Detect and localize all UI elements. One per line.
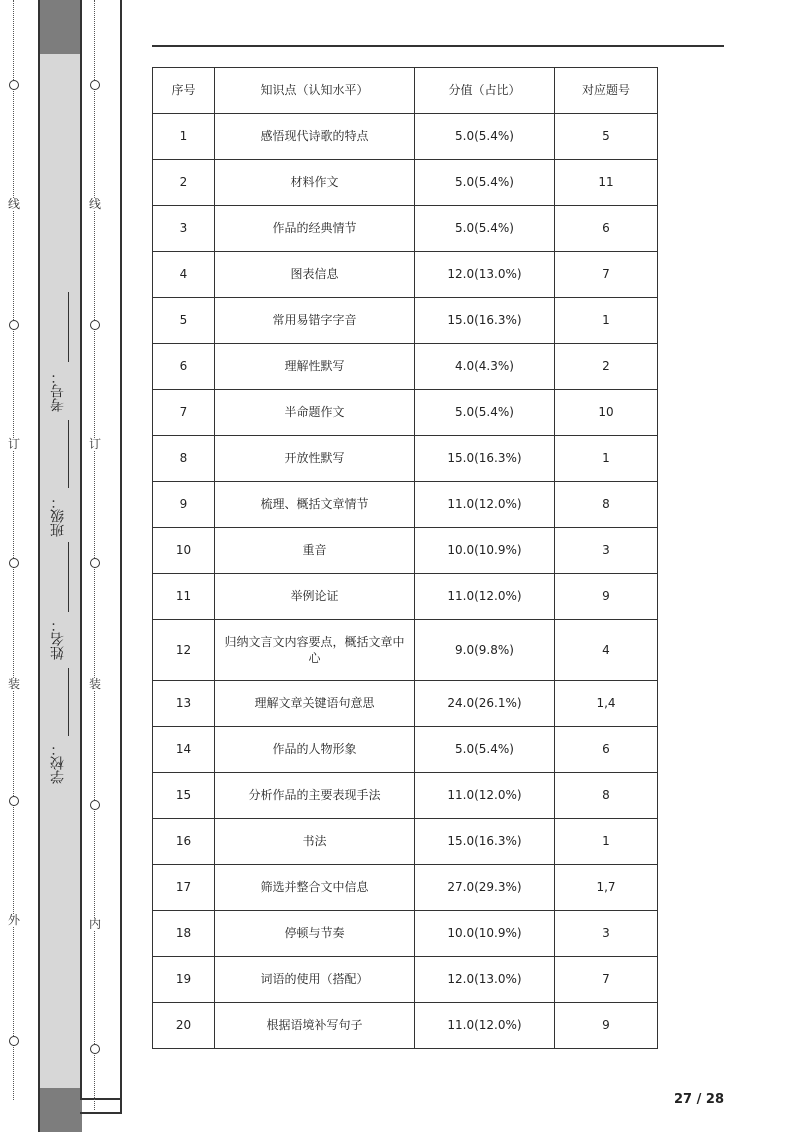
table-row <box>153 865 658 911</box>
class-label: 班级： <box>50 495 66 537</box>
table-row <box>153 773 658 819</box>
inner-dotted-line <box>94 0 95 1110</box>
binding-circle-icon <box>90 800 100 810</box>
cell-score: 9.0(9.8%) <box>415 620 555 681</box>
binding-circle-icon <box>9 558 19 568</box>
table-row <box>153 681 658 727</box>
cell-knowledge-point: 材料作文 <box>215 160 415 206</box>
cell-knowledge-point: 图表信息 <box>215 252 415 298</box>
cell-knowledge-point: 常用易错字字音 <box>215 298 415 344</box>
exam-number-blank[interactable] <box>68 292 69 362</box>
cell-question-no: 1 <box>555 819 658 865</box>
cell-score: 15.0(16.3%) <box>415 819 555 865</box>
cell-score: 11.0(12.0%) <box>415 1003 555 1049</box>
table-row <box>153 911 658 957</box>
cell-knowledge-point: 理解文章关键语句意思 <box>215 681 415 727</box>
inner-mark-line: 线 <box>88 197 101 211</box>
cell-score: 12.0(13.0%) <box>415 252 555 298</box>
cell-question-no: 7 <box>555 957 658 1003</box>
cell-knowledge-point: 停顿与节奏 <box>215 911 415 957</box>
table-row <box>153 206 658 252</box>
table-row <box>153 620 658 681</box>
page-number: 27 / 28 <box>674 1092 724 1107</box>
cell-index: 10 <box>153 528 215 574</box>
binding-circle-icon <box>90 320 100 330</box>
cell-score: 15.0(16.3%) <box>415 436 555 482</box>
cell-knowledge-point: 开放性默写 <box>215 436 415 482</box>
outer-mark-line: 线 <box>7 197 20 211</box>
cell-index: 16 <box>153 819 215 865</box>
cell-index: 1 <box>153 114 215 160</box>
outer-binding-column <box>6 0 22 1132</box>
cell-index: 3 <box>153 206 215 252</box>
binding-circle-icon <box>9 796 19 806</box>
cell-question-no: 8 <box>555 773 658 819</box>
cell-index: 18 <box>153 911 215 957</box>
cell-knowledge-point: 根据语境补写句子 <box>215 1003 415 1049</box>
cell-score: 11.0(12.0%) <box>415 482 555 528</box>
cell-index: 19 <box>153 957 215 1003</box>
inner-mark-order: 订 <box>88 437 101 451</box>
binding-circle-icon <box>9 80 19 90</box>
table-row <box>153 528 658 574</box>
cell-score: 4.0(4.3%) <box>415 344 555 390</box>
cell-score: 11.0(12.0%) <box>415 773 555 819</box>
student-info-fields <box>48 280 74 800</box>
outer-mark-outside: 外 <box>7 913 20 927</box>
cell-question-no: 2 <box>555 344 658 390</box>
cell-index: 6 <box>153 344 215 390</box>
cell-index: 9 <box>153 482 215 528</box>
cell-question-no: 5 <box>555 114 658 160</box>
binding-border-inner <box>120 0 122 1112</box>
school-blank[interactable] <box>68 668 69 736</box>
cell-index: 5 <box>153 298 215 344</box>
binding-circle-icon <box>90 1044 100 1054</box>
binding-circle-icon <box>9 320 19 330</box>
cell-knowledge-point: 词语的使用（搭配） <box>215 957 415 1003</box>
cell-question-no: 3 <box>555 528 658 574</box>
outer-mark-bind: 装 <box>7 677 20 691</box>
inner-binding-column <box>87 0 103 1132</box>
cell-score: 5.0(5.4%) <box>415 727 555 773</box>
cell-question-no: 7 <box>555 252 658 298</box>
cell-knowledge-point: 作品的经典情节 <box>215 206 415 252</box>
cell-question-no: 3 <box>555 911 658 957</box>
binding-circle-icon <box>90 558 100 568</box>
cell-index: 8 <box>153 436 215 482</box>
binding-circle-icon <box>90 80 100 90</box>
cell-knowledge-point: 书法 <box>215 819 415 865</box>
cell-score: 5.0(5.4%) <box>415 206 555 252</box>
cell-index: 12 <box>153 620 215 681</box>
table-row <box>153 160 658 206</box>
header-rule <box>152 45 724 47</box>
header-knowledge-point: 知识点（认知水平） <box>215 68 415 114</box>
class-blank[interactable] <box>68 420 69 488</box>
cell-question-no: 11 <box>555 160 658 206</box>
cell-question-no: 8 <box>555 482 658 528</box>
cell-score: 5.0(5.4%) <box>415 160 555 206</box>
cell-knowledge-point: 理解性默写 <box>215 344 415 390</box>
table-row <box>153 436 658 482</box>
table-row <box>153 574 658 620</box>
cell-question-no: 1 <box>555 298 658 344</box>
cell-index: 15 <box>153 773 215 819</box>
binding-border-right <box>80 0 82 1100</box>
binding-border-left <box>38 0 40 1132</box>
cell-knowledge-point: 梳理、概括文章情节 <box>215 482 415 528</box>
cell-index: 17 <box>153 865 215 911</box>
cell-question-no: 4 <box>555 620 658 681</box>
exam-number-label: 考号： <box>50 370 66 412</box>
name-label: 姓名： <box>50 618 66 660</box>
cell-score: 12.0(13.0%) <box>415 957 555 1003</box>
cell-score: 27.0(29.3%) <box>415 865 555 911</box>
cell-question-no: 1,7 <box>555 865 658 911</box>
knowledge-point-table <box>152 67 658 1049</box>
cell-question-no: 9 <box>555 1003 658 1049</box>
cell-knowledge-point: 举例论证 <box>215 574 415 620</box>
cell-score: 11.0(12.0%) <box>415 574 555 620</box>
cell-index: 11 <box>153 574 215 620</box>
binding-strip-top-block <box>38 0 82 54</box>
table-row <box>153 1003 658 1049</box>
cell-score: 5.0(5.4%) <box>415 114 555 160</box>
header-question-no: 对应题号 <box>555 68 658 114</box>
cell-question-no: 6 <box>555 206 658 252</box>
outer-mark-order: 订 <box>7 437 20 451</box>
cell-score: 10.0(10.9%) <box>415 911 555 957</box>
table-body <box>153 114 658 1049</box>
header-index: 序号 <box>153 68 215 114</box>
cell-score: 5.0(5.4%) <box>415 390 555 436</box>
cell-score: 24.0(26.1%) <box>415 681 555 727</box>
name-blank[interactable] <box>68 542 69 612</box>
cell-knowledge-point: 分析作品的主要表现手法 <box>215 773 415 819</box>
cell-question-no: 6 <box>555 727 658 773</box>
cell-question-no: 1 <box>555 436 658 482</box>
header-score: 分值（占比） <box>415 68 555 114</box>
table-row <box>153 298 658 344</box>
cell-index: 7 <box>153 390 215 436</box>
cell-question-no: 9 <box>555 574 658 620</box>
cell-question-no: 10 <box>555 390 658 436</box>
cell-knowledge-point: 归纳文言文内容要点，概括文章中心 <box>215 620 415 681</box>
table-row <box>153 344 658 390</box>
table-header-row <box>153 68 658 114</box>
table-row <box>153 819 658 865</box>
table-row <box>153 727 658 773</box>
table-row <box>153 114 658 160</box>
cell-index: 2 <box>153 160 215 206</box>
table-row <box>153 957 658 1003</box>
outer-dotted-line <box>13 0 14 1100</box>
table-row <box>153 252 658 298</box>
table-row <box>153 390 658 436</box>
inner-mark-inside: 内 <box>88 917 101 931</box>
table-row <box>153 482 658 528</box>
cell-index: 4 <box>153 252 215 298</box>
cell-score: 15.0(16.3%) <box>415 298 555 344</box>
cell-score: 10.0(10.9%) <box>415 528 555 574</box>
binding-circle-icon <box>9 1036 19 1046</box>
inner-mark-bind: 装 <box>88 677 101 691</box>
cell-knowledge-point: 作品的人物形象 <box>215 727 415 773</box>
binding-strip-bottom-block <box>38 1088 82 1132</box>
cell-knowledge-point: 重音 <box>215 528 415 574</box>
cell-knowledge-point: 筛选并整合文中信息 <box>215 865 415 911</box>
cell-index: 20 <box>153 1003 215 1049</box>
school-label: 学校： <box>50 742 66 784</box>
cell-knowledge-point: 感悟现代诗歌的特点 <box>215 114 415 160</box>
cell-knowledge-point: 半命题作文 <box>215 390 415 436</box>
cell-index: 13 <box>153 681 215 727</box>
cell-index: 14 <box>153 727 215 773</box>
cell-question-no: 1,4 <box>555 681 658 727</box>
